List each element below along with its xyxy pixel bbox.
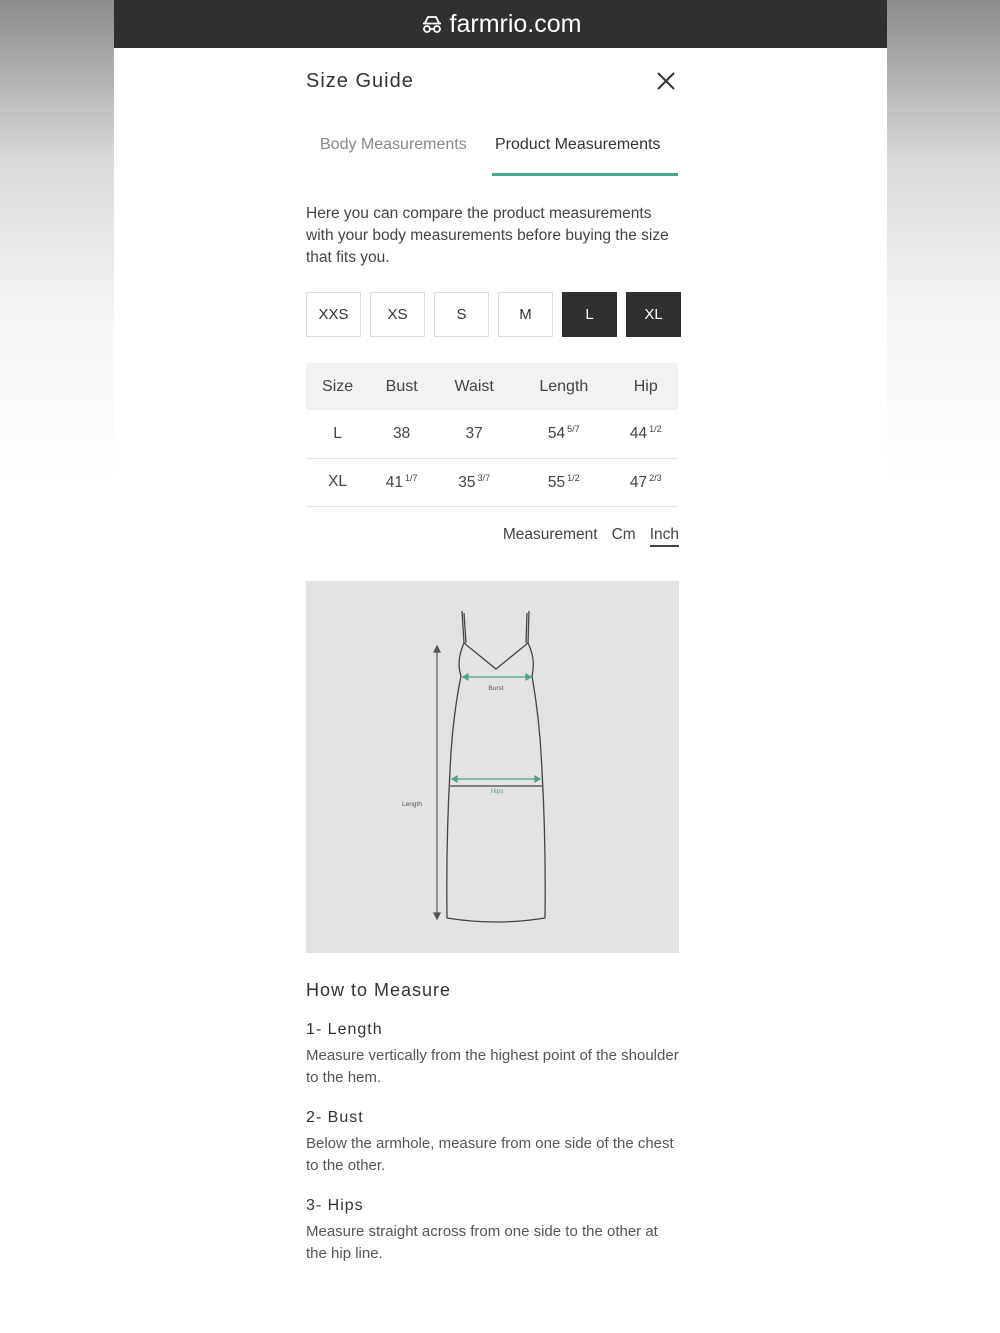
table-cell — [514, 410, 613, 458]
active-tab-indicator — [492, 173, 678, 176]
step-title: 2- Bust — [306, 1109, 364, 1126]
table-cell — [613, 458, 678, 506]
cell-value: 47 — [629, 473, 648, 491]
step-length — [306, 1021, 679, 1089]
cell-fraction: 1/7 — [405, 472, 418, 483]
tab-body-measurements[interactable]: Body Measurements — [320, 136, 467, 153]
description-text: Here you can compare the product measurements with your body measurements before buying the size that fits you. — [306, 205, 669, 266]
dress-diagram — [306, 581, 679, 953]
table-cell — [369, 458, 434, 506]
unit-switcher — [503, 526, 679, 547]
site-info-icon[interactable] — [420, 12, 444, 36]
modal-title: Size Guide — [306, 70, 414, 92]
table-cell — [434, 410, 514, 458]
step-title: 3- Hips — [306, 1197, 364, 1214]
browser-url-bar[interactable] — [114, 0, 887, 48]
tab-product-measurements[interactable]: Product Measurements — [495, 136, 661, 153]
unit-cm-option[interactable]: Cm — [611, 526, 636, 543]
url-text: farmrio.com — [449, 9, 582, 38]
size-button-xl[interactable]: XL — [626, 292, 681, 337]
table-header-row — [306, 363, 678, 410]
cell-fraction: 1/2 — [567, 472, 580, 483]
table-cell — [306, 410, 369, 458]
cell-value: 55 — [547, 473, 566, 491]
how-to-measure-title: How to Measure — [306, 980, 452, 1000]
step-title: 1- Length — [306, 1021, 383, 1038]
size-guide-modal — [306, 48, 679, 1262]
table-cell — [434, 458, 514, 506]
unit-inch-option[interactable]: Inch — [650, 526, 679, 547]
cell-fraction: 1/2 — [649, 424, 662, 435]
modal-header — [306, 48, 679, 116]
table-cell — [369, 410, 434, 458]
table-row — [306, 458, 678, 506]
column-header-size: Size — [306, 363, 369, 410]
phone-screen — [114, 0, 887, 1333]
column-header-length: Length — [514, 363, 613, 410]
size-button-m[interactable]: M — [498, 292, 553, 337]
cell-fraction: 3/7 — [477, 472, 491, 483]
column-header-hip: Hip — [613, 363, 678, 410]
step-hips — [306, 1197, 679, 1265]
step-text: Measure straight across from one side to the other at the hip line. — [306, 1223, 658, 1262]
size-button-s[interactable]: S — [434, 292, 489, 337]
table-cell — [514, 458, 613, 506]
cell-value: XL — [328, 473, 348, 490]
size-button-xs[interactable]: XS — [370, 292, 425, 337]
diagram-hips-label: Hips — [490, 788, 504, 795]
diagram-bust-label: Burst — [488, 685, 504, 692]
cell-value: 38 — [393, 424, 411, 442]
cell-value: L — [333, 424, 342, 442]
dress-illustration — [306, 581, 679, 953]
table-body — [306, 410, 678, 506]
measurement-table — [306, 363, 678, 507]
size-button-l[interactable]: L — [562, 292, 617, 337]
close-icon[interactable] — [655, 70, 677, 92]
diagram-length-label: Length — [402, 801, 422, 808]
column-header-waist: Waist — [434, 363, 514, 410]
cell-value: 44 — [629, 425, 648, 443]
measurement-label: Measurement — [502, 526, 598, 543]
step-text: Below the armhole, measure from one side of the chest to the other. — [306, 1135, 674, 1174]
size-button-xxs[interactable]: XXS — [306, 292, 361, 337]
cell-value: 54 — [547, 425, 566, 443]
how-to-measure-section — [306, 980, 679, 1265]
cell-fraction: 5/7 — [567, 424, 580, 435]
table-row — [306, 410, 678, 458]
cell-fraction: 2/3 — [649, 472, 662, 483]
cell-value: 37 — [465, 424, 483, 442]
measurement-tabs — [306, 116, 679, 176]
cell-value: 35 — [458, 473, 476, 491]
step-text: Measure vertically from the highest point of the shoulder to the hem. — [306, 1047, 679, 1086]
size-selector — [306, 292, 681, 337]
cell-value: 41 — [385, 473, 404, 491]
table-cell — [306, 458, 369, 506]
column-header-bust: Bust — [369, 363, 434, 410]
step-bust — [306, 1109, 679, 1177]
table-cell — [613, 410, 678, 458]
